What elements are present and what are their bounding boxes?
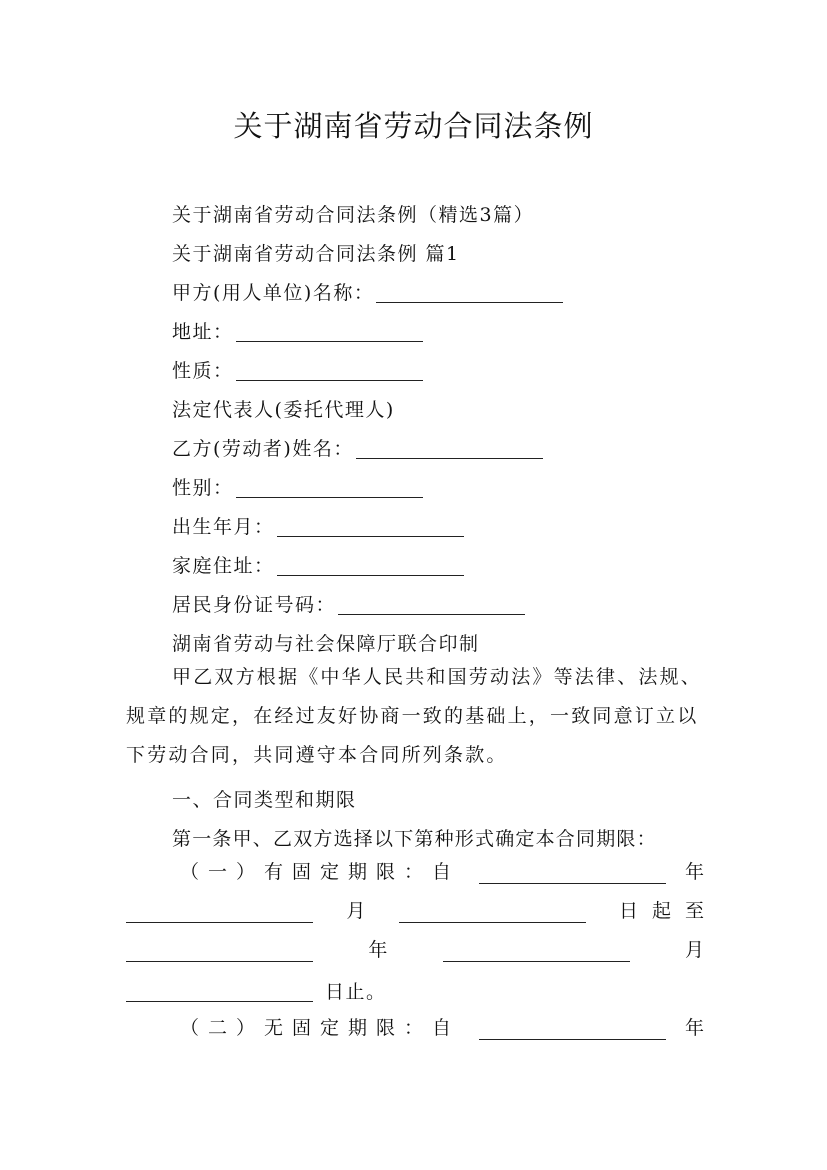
fixed-term-end-day-label: 日止。 — [325, 981, 387, 1003]
party-b-name-label: 乙方(劳动者)姓名： — [172, 438, 354, 460]
id-number-field — [172, 590, 525, 617]
party-a-name-blank — [376, 282, 563, 303]
fixed-term-end-day-blank — [126, 981, 313, 1002]
fixed-term-end-month-label: 月 — [684, 939, 704, 961]
party-a-name-label: 甲方(用人单位)名称： — [172, 282, 375, 304]
fixed-term-end-year-blank — [126, 941, 313, 962]
address-label: 地址： — [172, 321, 234, 343]
party-b-name-blank — [356, 438, 543, 459]
fixed-term-row-4 — [126, 977, 387, 1004]
address-field — [172, 317, 423, 344]
fixed-term-row-3 — [126, 938, 704, 962]
birth-blank — [277, 516, 464, 537]
fixed-term-day-from-label: 日起至 — [618, 900, 718, 922]
document-subtitle: 关于湖南省劳动合同法条例（精选3篇） — [172, 204, 535, 226]
fixed-term-month-blank — [399, 902, 586, 923]
chapter-one-heading: 一、合同类型和期限 — [172, 789, 357, 811]
intro-paragraph: 甲乙双方根据《中华人民共和国劳动法》等法律、法规、规章的规定，在经过友好协商一致的基础上，一致同意订立以下劳动合同，共同遵守本合同所列条款。 — [126, 666, 703, 766]
open-term-label: （二）无固定期限：自 — [180, 1017, 461, 1039]
open-term-year-label: 年 — [684, 1017, 704, 1039]
fixed-term-label: （一）有固定期限：自 — [180, 861, 461, 883]
fixed-term-row-1 — [180, 860, 704, 884]
home-address-field — [172, 551, 464, 578]
fixed-term-year-label: 年 — [684, 861, 704, 883]
legal-rep-label: 法定代表人(委托代理人) — [172, 399, 395, 421]
open-term-year-blank — [479, 1019, 666, 1040]
gender-label: 性别： — [172, 477, 234, 499]
birth-label: 出生年月： — [172, 516, 275, 538]
article-one: 第一条甲、乙双方选择以下第种形式确定本合同期限： — [172, 828, 657, 850]
address-blank — [236, 321, 423, 342]
fixed-term-row-2 — [126, 899, 718, 923]
fixed-term-year-value-blank — [126, 902, 313, 923]
nature-field — [172, 356, 423, 383]
id-number-label: 居民身份证号码： — [172, 594, 337, 616]
fixed-term-end-year-label: 年 — [368, 939, 388, 961]
id-number-blank — [338, 594, 525, 615]
fixed-term-year-blank — [479, 863, 666, 884]
gender-field — [172, 473, 423, 500]
gender-blank — [236, 477, 423, 498]
printer-line: 湖南省劳动与社会保障厅联合印制 — [172, 633, 480, 655]
document-title: 关于湖南省劳动合同法条例 — [233, 109, 594, 143]
home-address-blank — [277, 555, 464, 576]
home-address-label: 家庭住址： — [172, 555, 275, 577]
open-term-row — [180, 1016, 704, 1040]
section-heading: 关于湖南省劳动合同法条例 篇1 — [172, 243, 460, 265]
nature-blank — [236, 360, 423, 381]
party-a-name-field — [172, 278, 563, 305]
fixed-term-end-month-blank — [443, 941, 630, 962]
fixed-term-month-label: 月 — [346, 900, 366, 922]
party-b-name-field — [172, 434, 543, 461]
birth-field — [172, 512, 464, 539]
nature-label: 性质： — [172, 360, 234, 382]
